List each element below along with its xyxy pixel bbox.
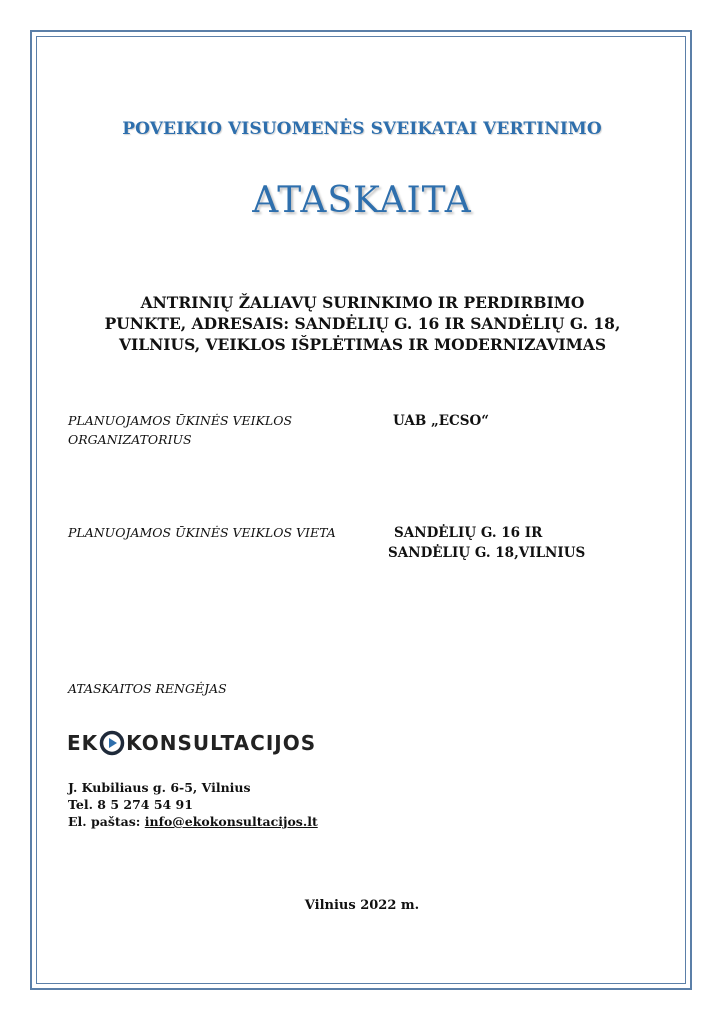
subject-line: PUNKTE, ADRESAIS: SANDĖLIŲ G. 16 IR SANDĖLIŲ G. 18, — [104, 314, 621, 333]
organizer-label-line: ORGANIZATORIUS — [68, 432, 192, 447]
report-subject — [90, 292, 635, 355]
report-title-line: POVEIKIO VISUOMENĖS SVEIKATAI VERTINIMO — [122, 119, 602, 139]
location-label: PLANUOJAMOS ŪKINĖS VEIKLOS VIETA — [68, 525, 336, 540]
organizer-label — [68, 411, 292, 449]
location-value-line: SANDĖLIŲ G. 16 IR — [394, 525, 543, 541]
contact-phone: Tel. 8 5 274 54 91 — [68, 797, 193, 812]
organizer-label-line: PLANUOJAMOS ŪKINĖS VEIKLOS — [68, 413, 293, 428]
logo-circle-arrow-icon — [99, 730, 125, 756]
contact-address: J. Kubiliaus g. 6-5, Vilnius — [68, 780, 251, 795]
contact-email-link[interactable]: info@ekokonsultacijos.lt — [144, 814, 318, 829]
ekokonsultacijos-logo — [67, 728, 316, 758]
logo-text-prefix: EK — [67, 731, 99, 755]
location-value-line: SANDĖLIŲ G. 18,VILNIUS — [388, 545, 586, 561]
footer-place-year: Vilnius 2022 m. — [304, 898, 420, 913]
contact-email-label: El. paštas: — [68, 814, 141, 829]
logo-text-suffix: KONSULTACIJOS — [126, 731, 317, 755]
report-main-title: ATASKAITA — [252, 180, 472, 221]
organizer-value: UAB „ECSO“ — [393, 413, 490, 429]
subject-line: ANTRINIŲ ŽALIAVŲ SURINKIMO IR PERDIRBIMO — [140, 293, 585, 312]
subject-line: VILNIUS, VEIKLOS IŠPLĖTIMAS IR MODERNIZAVIMAS — [118, 335, 607, 354]
preparer-contact — [68, 779, 318, 830]
location-value — [388, 523, 585, 563]
page-border-inner — [36, 36, 686, 984]
preparer-label: ATASKAITOS RENGĖJAS — [68, 681, 227, 696]
contact-email-row — [68, 813, 318, 830]
